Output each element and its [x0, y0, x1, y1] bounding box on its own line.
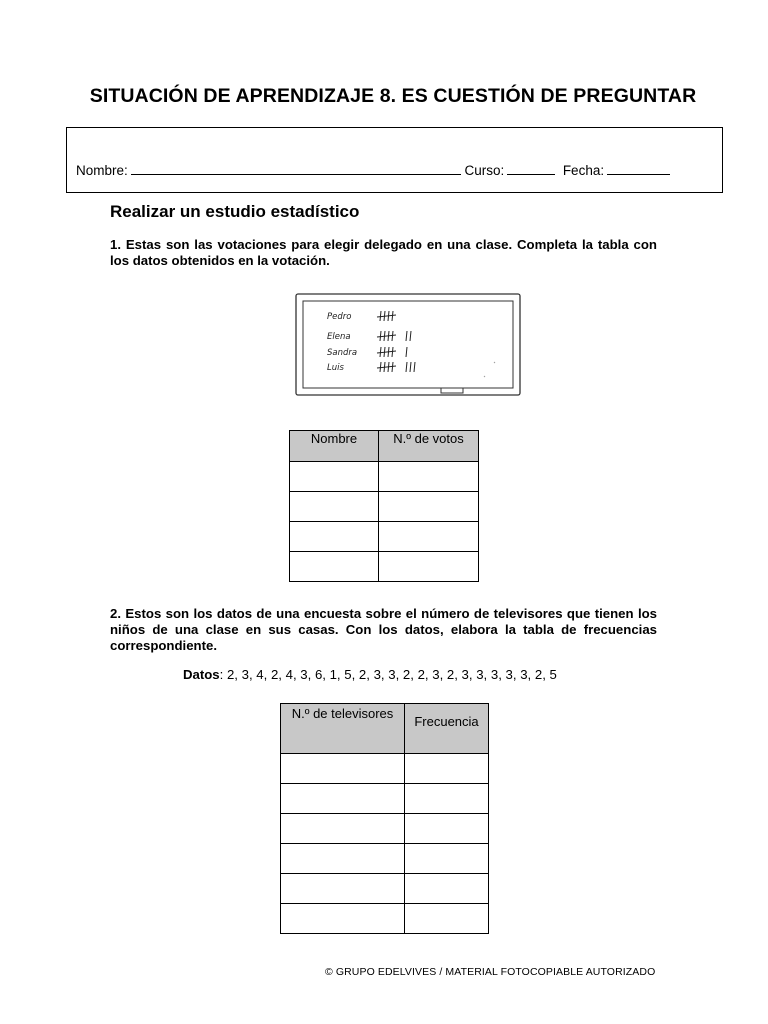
exercise-2-statement	[110, 606, 657, 654]
student-info-line	[76, 161, 670, 178]
page-title: SITUACIÓN DE APRENDIZAJE 8. ES CUESTIÓN DE PREGUNTAR	[89, 85, 697, 107]
exercise-1-text: Estas son las votaciones para elegir delegado en una clase. Completa la tabla con los datos obtenidos en la votación.	[110, 237, 657, 268]
name-label: Nombre:	[76, 163, 128, 178]
blackboard-name: Pedro	[327, 312, 352, 322]
blackboard-name: Luis	[327, 363, 344, 373]
data-values: : 2, 3, 4, 2, 4, 3, 6, 1, 5, 2, 3, 3, 2, 2, 3, 2, 3, 3, 3, 3, 3, 2, 5	[219, 667, 557, 682]
votes-table-cell[interactable]	[379, 552, 479, 582]
frequency-table-cell[interactable]	[405, 784, 489, 814]
votes-table-cell[interactable]	[290, 462, 379, 492]
frequency-table-cell[interactable]	[281, 784, 405, 814]
survey-data	[183, 667, 557, 682]
blackboard-name: Sandra	[327, 348, 358, 358]
votes-table-header-name: Nombre	[290, 431, 379, 462]
course-field[interactable]	[507, 161, 555, 175]
blackboard-name: Elena	[327, 332, 351, 342]
frequency-table-cell[interactable]	[281, 904, 405, 934]
student-info-box	[66, 127, 723, 193]
votes-table-cell[interactable]	[379, 462, 479, 492]
data-label: Datos	[183, 667, 220, 682]
frequency-table-cell[interactable]	[405, 814, 489, 844]
name-field[interactable]	[131, 161, 461, 175]
blackboard-illustration	[294, 292, 522, 402]
frequency-table-header-tvs: N.º de televisores	[281, 704, 405, 754]
footer-copyright: © GRUPO EDELVIVES / MATERIAL FOTOCOPIABLE AUTORIZADO	[325, 966, 656, 978]
frequency-table	[280, 703, 489, 934]
votes-table	[289, 430, 479, 582]
votes-table-cell[interactable]	[290, 492, 379, 522]
frequency-table-cell[interactable]	[405, 874, 489, 904]
date-field[interactable]	[607, 161, 670, 175]
course-label: Curso:	[464, 163, 505, 178]
frequency-table-cell[interactable]	[281, 754, 405, 784]
frequency-table-cell[interactable]	[405, 844, 489, 874]
frequency-table-row	[281, 844, 489, 874]
frequency-table-row	[281, 904, 489, 934]
exercise-1-statement	[110, 237, 657, 269]
frequency-table-row	[281, 754, 489, 784]
votes-table-cell[interactable]	[379, 492, 479, 522]
section-title: Realizar un estudio estadístico	[110, 202, 360, 221]
frequency-table-row	[281, 874, 489, 904]
frequency-table-cell[interactable]	[281, 814, 405, 844]
votes-table-row	[290, 492, 479, 522]
date-label: Fecha:	[562, 163, 605, 178]
exercise-2-text: Estos son los datos de una encuesta sobre el número de televisores que tienen los niños de una clase en sus casas. Con los datos, elabora la tabla de frecuencias correspondiente.	[110, 606, 657, 653]
frequency-table-cell[interactable]	[405, 904, 489, 934]
frequency-table-cell[interactable]	[405, 754, 489, 784]
votes-table-header-votes: N.º de votos	[379, 431, 479, 462]
votes-table-row	[290, 462, 479, 492]
votes-table-cell[interactable]	[379, 522, 479, 552]
frequency-table-header-frequency: Frecuencia	[405, 704, 489, 754]
votes-table-cell[interactable]	[290, 522, 379, 552]
exercise-2-number: 2.	[110, 606, 121, 621]
votes-table-cell[interactable]	[290, 552, 379, 582]
frequency-table-cell[interactable]	[281, 874, 405, 904]
frequency-table-row	[281, 814, 489, 844]
frequency-table-row	[281, 784, 489, 814]
frequency-table-cell[interactable]	[281, 844, 405, 874]
exercise-1-number: 1.	[110, 237, 121, 252]
votes-table-row	[290, 552, 479, 582]
votes-table-row	[290, 522, 479, 552]
